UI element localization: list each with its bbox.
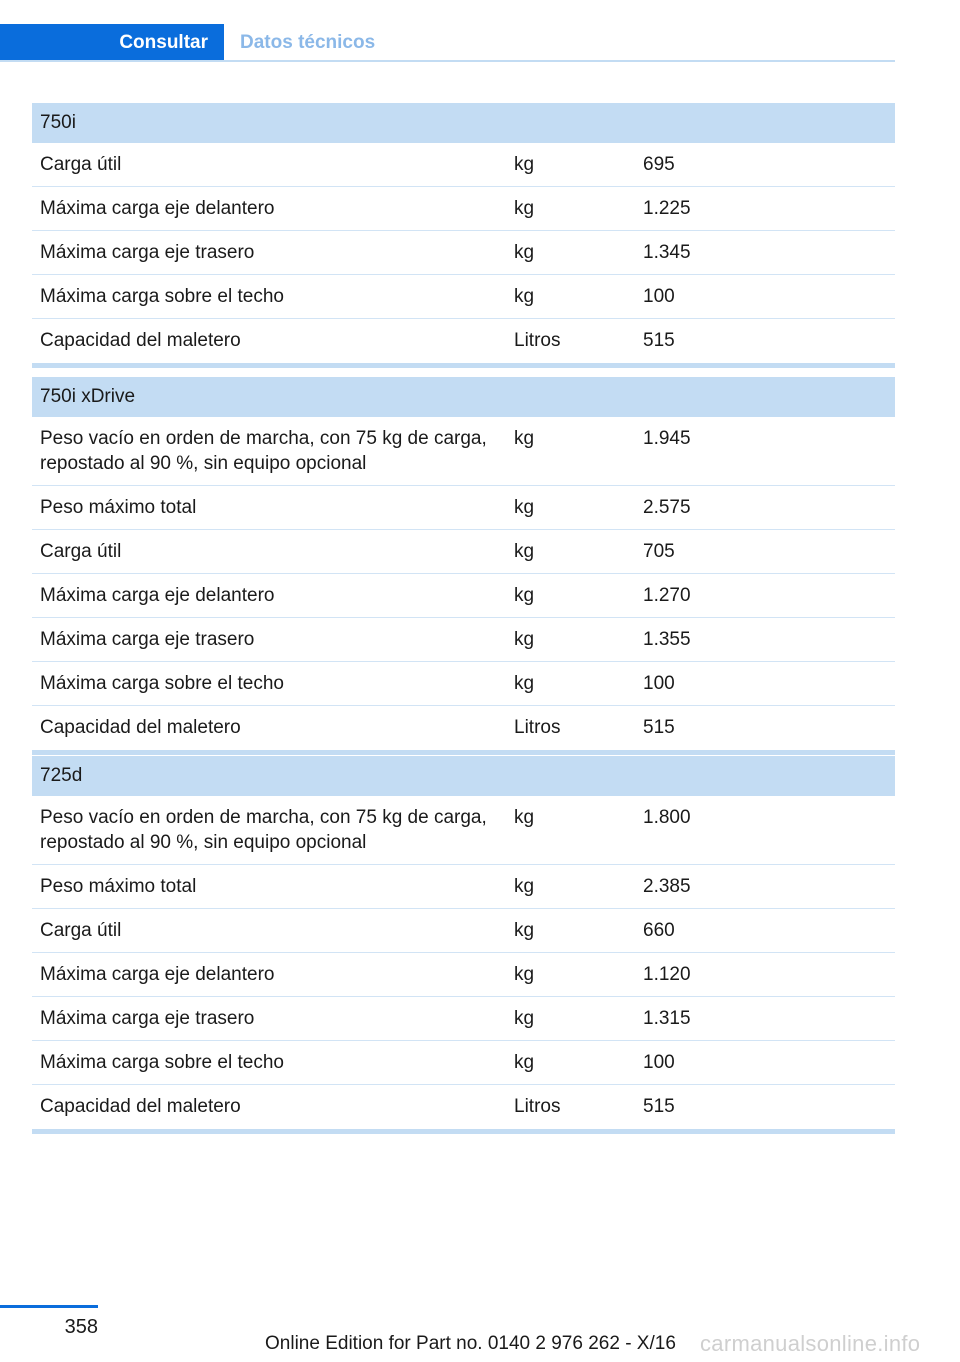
row-label: Máxima carga eje delantero — [32, 187, 507, 231]
table-row — [32, 275, 895, 319]
row-label: Máxima carga eje trasero — [32, 618, 507, 662]
row-value: 100 — [636, 1041, 895, 1085]
row-unit: kg — [507, 417, 636, 486]
table-row — [32, 706, 895, 753]
row-unit: kg — [507, 143, 636, 187]
spec-table-750i-xdrive — [32, 377, 895, 755]
row-unit: kg — [507, 997, 636, 1041]
row-value: 2.575 — [636, 486, 895, 530]
row-value: 705 — [636, 530, 895, 574]
row-unit: kg — [507, 486, 636, 530]
table-title: 725d — [32, 756, 895, 796]
row-value: 1.120 — [636, 953, 895, 997]
row-value: 100 — [636, 662, 895, 706]
row-value: 1.345 — [636, 231, 895, 275]
row-value: 1.315 — [636, 997, 895, 1041]
row-unit: kg — [507, 796, 636, 865]
table-row — [32, 909, 895, 953]
row-unit: kg — [507, 530, 636, 574]
row-label: Peso máximo total — [32, 486, 507, 530]
row-label: Peso vacío en orden de marcha, con 75 kg de carga, repostado al 90 %, sin equipo opcional — [32, 796, 507, 865]
footer-divider — [0, 1305, 98, 1308]
row-value: 515 — [636, 706, 895, 753]
table-row — [32, 953, 895, 997]
tab-datos-tecnicos[interactable]: Datos técnicos — [240, 32, 376, 53]
table-row — [32, 997, 895, 1041]
table-row — [32, 530, 895, 574]
table-row — [32, 187, 895, 231]
table-row — [32, 1041, 895, 1085]
row-label: Carga útil — [32, 909, 507, 953]
page-header — [0, 24, 895, 62]
row-value: 1.270 — [636, 574, 895, 618]
row-unit: Litros — [507, 319, 636, 366]
tab-consultar[interactable]: Consultar — [0, 24, 224, 62]
row-unit: kg — [507, 662, 636, 706]
row-label: Peso vacío en orden de marcha, con 75 kg de carga, repostado al 90 %, sin equipo opcional — [32, 417, 507, 486]
row-value: 1.355 — [636, 618, 895, 662]
spec-table-750i — [32, 103, 895, 368]
row-unit: kg — [507, 187, 636, 231]
row-unit: kg — [507, 909, 636, 953]
row-value: 1.800 — [636, 796, 895, 865]
table-row — [32, 865, 895, 909]
row-value: 660 — [636, 909, 895, 953]
table-row — [32, 417, 895, 486]
table-row — [32, 319, 895, 366]
page-number: 358 — [64, 1316, 98, 1338]
spec-table-725d — [32, 756, 895, 1134]
row-label: Capacidad del maletero — [32, 1085, 507, 1132]
row-value: 1.945 — [636, 417, 895, 486]
row-unit: Litros — [507, 1085, 636, 1132]
row-label: Carga útil — [32, 143, 507, 187]
row-value: 515 — [636, 319, 895, 366]
row-unit: kg — [507, 574, 636, 618]
row-unit: kg — [507, 618, 636, 662]
row-label: Máxima carga sobre el techo — [32, 662, 507, 706]
table-title: 750i xDrive — [32, 377, 895, 417]
row-unit: kg — [507, 231, 636, 275]
row-unit: Litros — [507, 706, 636, 753]
row-label: Máxima carga eje delantero — [32, 574, 507, 618]
row-value: 1.225 — [636, 187, 895, 231]
row-label: Máxima carga sobre el techo — [32, 275, 507, 319]
row-label: Carga útil — [32, 530, 507, 574]
row-value: 100 — [636, 275, 895, 319]
row-label: Máxima carga eje trasero — [32, 997, 507, 1041]
row-label: Capacidad del maletero — [32, 706, 507, 753]
table-title: 750i — [32, 103, 895, 143]
table-row — [32, 1085, 895, 1132]
row-label: Capacidad del maletero — [32, 319, 507, 366]
table-row — [32, 574, 895, 618]
table-row — [32, 231, 895, 275]
table-row — [32, 618, 895, 662]
table-row — [32, 796, 895, 865]
row-label: Máxima carga eje trasero — [32, 231, 507, 275]
edition-note: Online Edition for Part no. 0140 2 976 262 - X/16 — [265, 1333, 676, 1354]
row-unit: kg — [507, 1041, 636, 1085]
table-row — [32, 662, 895, 706]
row-value: 515 — [636, 1085, 895, 1132]
row-unit: kg — [507, 865, 636, 909]
row-value: 2.385 — [636, 865, 895, 909]
row-unit: kg — [507, 953, 636, 997]
row-label: Máxima carga eje delantero — [32, 953, 507, 997]
row-label: Máxima carga sobre el techo — [32, 1041, 507, 1085]
table-row — [32, 143, 895, 187]
table-row — [32, 486, 895, 530]
header-divider — [0, 60, 895, 62]
watermark: carmanualsonline.info — [700, 1331, 921, 1356]
row-label: Peso máximo total — [32, 865, 507, 909]
row-unit: kg — [507, 275, 636, 319]
row-value: 695 — [636, 143, 895, 187]
